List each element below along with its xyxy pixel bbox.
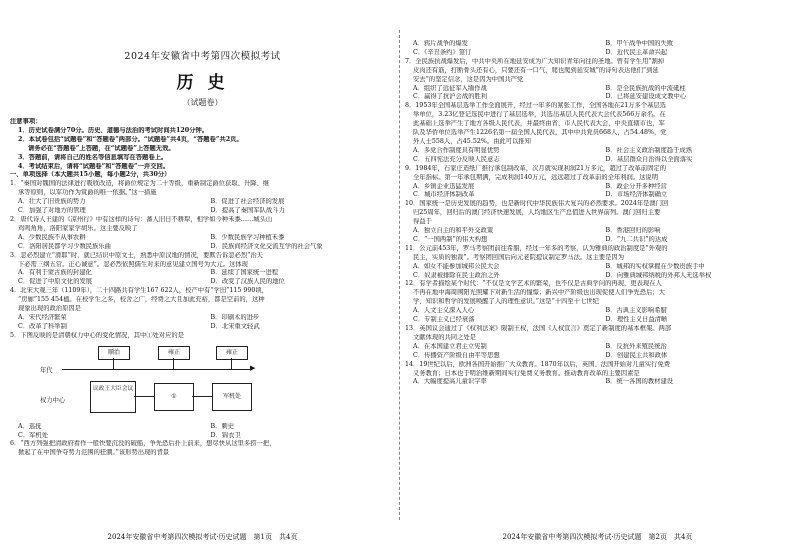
option-row [10, 423, 395, 432]
answer-option: B．反抗外来殖民统治 [605, 342, 667, 350]
answer-option: D．向雅典城邦纳税的外邦人无选举权 [605, 271, 712, 279]
answer-option: C．奴隶被排除在民主政治之外 [413, 271, 500, 279]
question-text: 4．北宋大观三年（1109年），二十四路共有学生167 622人，校产中有“学田”115 990顷， [10, 287, 269, 295]
year-box: 雍正 [158, 346, 190, 360]
option-row [405, 316, 790, 325]
question-text: 举单位，3.23亿登记选民中进行了基层选举，共选出基层人民代表大会代表566万余名。在 [413, 111, 666, 119]
answer-option: A．巡抚 [18, 422, 42, 430]
answer-option: D．创建民主共和政体 [605, 351, 668, 359]
answer-option: C．促进了中原文化的发展 [18, 278, 93, 286]
answer-option: A．少数民族不从事农耕 [18, 233, 86, 241]
power-box: 军机处 [212, 383, 252, 411]
paper-type: （试题卷） [182, 98, 223, 107]
question-text: 归25周年，回归后的澳门经济快速发展，人均地区生产总值进入世界前列。澳门回归主要 [413, 209, 661, 217]
option-row [10, 278, 395, 287]
page-divider [399, 30, 401, 520]
answer-option: B．是全民族抗战的中流砥柱 [605, 84, 686, 92]
question-text: 9．1984年，石家庄造纸厂推行承包制改革，次月就实现利润21万多元，超过了改革前固定的 [405, 164, 667, 172]
option-row [405, 227, 790, 236]
answer-option: B．政企分开多种经营 [605, 182, 667, 190]
top-margin [405, 0, 790, 40]
answer-option: C．五四宪法充分反映人民意志 [413, 155, 500, 163]
answer-option: A．有利于蒙古族的封建化 [18, 269, 92, 277]
question-text: 不再在地中海周围阳光照耀下对新生活的憧憬；新兴中产阶级也出现促使人们争先恐后；大 [413, 289, 665, 297]
answer-option: A．人文主义深入人心 [413, 307, 475, 315]
question-text: 现象出现的政治原因是 [18, 305, 81, 313]
question-text: 队及华侨单位选举产生1226名第一届全国人民代表，其中中共党员668人，占54.48%，党 [413, 129, 667, 137]
question-text: 5．下图反映的是清朝权力中心的变化情况，其中①处对应的是 [10, 331, 185, 339]
option-row [405, 93, 790, 102]
answer-option: C．加强了对地方的管理 [18, 207, 86, 215]
power-box: 议政王大臣会议 [90, 381, 136, 413]
timeline-arrow [62, 369, 252, 370]
note-line: 3．答题前，请将自己的姓名等信息填写在答题卷上。 [18, 153, 168, 161]
option-row [405, 147, 790, 156]
question-text: 10．国家统一是历史发展的趋势，也是新时代中华民族伟大复兴的必然要求。2024年是澳门回 [405, 200, 669, 208]
answer-option: D．民族间经济文化交流互学的社会气象 [210, 242, 323, 250]
question-text: 得益于 [413, 218, 432, 226]
connector [113, 358, 114, 369]
answer-option: A．大幅度提高儿童识字率 [413, 378, 487, 386]
answer-option: A．多党合作制度具有明显优势 [413, 146, 500, 154]
connector [134, 396, 154, 397]
answer-option: B．印刷术的进步 [210, 313, 260, 321]
diagram-power-label: 权力中心 [40, 396, 66, 404]
answer-option: C．《辛丑条约》签订 [413, 48, 472, 56]
answer-option: D．北宋重文轻武 [210, 322, 260, 330]
question-text: 皮肉还有筋，打断骨头还有心，只要还有一口气，爬也爬到延安城”的诗句表达他们“到延 [413, 66, 659, 74]
answer-option: D．基层群众自治得以全面落实 [605, 155, 693, 163]
answer-option: D．提高了秦国军队战斗力 [210, 207, 285, 215]
question-text: 6．“西方列强把清政府看作一般快要沉没的破船，争先恐后扑上前来，想尽快从这里多捞一把， [10, 440, 276, 448]
answer-option: C．改革了科举制 [18, 322, 67, 330]
question-text: 8．1953年全国基层选举工作全面展开，经过一年多的紧张工作，全国各地在21万多个基层选 [405, 102, 667, 110]
option-row [10, 269, 395, 278]
answer-option: A．独立自主的和平外交政策 [413, 227, 494, 235]
option-row [405, 156, 790, 165]
question-text: 下必需三纲五常。正心诚意”。忽必烈依照儒生对来的意见建立国号为大元。这体现 [18, 260, 248, 268]
year-box: 顺治 [98, 346, 130, 360]
answer-option: B．少数民族学习种植禾黍 [210, 233, 285, 241]
option-row [405, 85, 790, 94]
answer-option: B．城邦的实权掌握在少数贵族手中 [605, 262, 705, 270]
answer-option: C．“一国两制”的伟大构想 [413, 235, 488, 243]
note-line: 4．考试结束后，请将“试题卷”和“答题卷”一并交回。 [18, 162, 170, 170]
exam-title: 2024年安徽省中考第四次模拟考试 [124, 51, 281, 62]
arrow-head-icon: ▶ [250, 363, 256, 372]
option-row [10, 243, 395, 252]
option-row [405, 352, 790, 361]
answer-option: D．近代民主革命兴起 [605, 48, 668, 56]
question-text: 承等原则，以军功作为赏爵的唯一依据。”这一措施 [18, 189, 157, 197]
year-box: 雍正 [216, 346, 248, 360]
option-row [10, 323, 395, 332]
option-row [10, 198, 395, 207]
page-1 [10, 0, 395, 558]
answer-option: D．锦衣卫 [210, 431, 241, 439]
option-row [405, 263, 790, 272]
answer-option: A．鸦片战争的爆发 [413, 40, 468, 47]
question-text: 12．有学者描绘某个时代：“不仅是文学艺术的繁荣，也不仅是古典学问的再现，更表现在人 [405, 280, 662, 288]
option-row [405, 343, 790, 352]
answer-option: C．城市经济体制改革 [413, 191, 475, 199]
qing-power-diagram [40, 343, 270, 421]
option-row [405, 183, 790, 192]
question-text: 13．英国议会通过了《权利法案》限制王权，法国《人权宣言》奠定了新制度的基本框架。两部 [405, 325, 672, 332]
answer-option: B．甲午战争中国的失败 [605, 40, 674, 47]
left-questions [10, 180, 395, 340]
answer-option: A．如女不能参加城邦公民大会 [413, 262, 500, 270]
option-row [405, 272, 790, 281]
subject-title: 历史 [176, 73, 239, 93]
option-row [405, 191, 790, 200]
option-row [405, 307, 790, 316]
question-text: 外人士558人，占45.52%。由此可以推知 [413, 137, 531, 145]
question-text: 民主，实质的独裁”。考察团回国后向元老院提议制定罗马法。这主要是因为 [413, 253, 625, 261]
question-text: 鸡鸣角角，洛阳家家学胡乐。这主要反映了 [18, 224, 138, 232]
option-row [405, 49, 790, 58]
option-row [405, 40, 790, 49]
answer-option: C．传播资产阶级自由平等思想 [413, 351, 500, 359]
question-text: 7．全民族抗战爆发后，中共中央所在地延安成为广大知识青年向往的圣地。曾有学生用“割掉 [405, 57, 665, 65]
answer-option: A．壮大了旧贵族的势力 [18, 198, 86, 206]
answer-option: B．香港回归的影响 [605, 227, 661, 235]
answer-option: A．乡镇企业迅猛发展 [413, 182, 475, 190]
answer-option: D．市场经济体制确立 [605, 191, 668, 199]
answer-option: A．组织了远征军入缅作战 [413, 84, 487, 92]
question-text: 1．“秦国对魏国的法律进行吸收改造，将爵位规定为二十等级，重新制定爵位获取、升降、继 [10, 180, 270, 188]
power-box: ① [154, 383, 194, 411]
question-text: 3．忽必烈建立“滑耶”时，就已结识中原文士，熟悉中原汉地的情况，要默告诉忽必烈“治天 [10, 251, 263, 259]
question-text: 掀起了在中国争夺势力范围的狂潮。”该形势出现的背景 [18, 449, 170, 457]
option-row [405, 378, 790, 387]
question-text: 2．唐代诗人王建的《凉州行》中有这样的诗句：蕃人旧日不耕犁，相学如今种禾黍……城头山 [10, 215, 273, 223]
answer-option: D．改变了汉族人民的地位 [210, 278, 285, 286]
answer-option: C．赢得了抗沪会战的胜利 [413, 93, 488, 101]
answer-option: B．社会主义政治制度趋于成熟 [605, 146, 692, 154]
right-questions [405, 40, 790, 387]
answer-option: B．促进了社会经济的发展 [210, 198, 285, 206]
answer-option: C．洛阳居民都学习少数民族乐曲 [18, 242, 111, 250]
question-text: 学、知识和哲学的发展唤醒了人的理性意识。”这是“十四至十七世纪 [413, 298, 599, 306]
left-questions-continued [10, 423, 395, 459]
answer-option: D．已将延安建设成文教中心 [605, 93, 687, 101]
answer-option: B．统一各国的教材建设 [605, 378, 674, 386]
answer-option: A．宋代经济繁荣 [18, 313, 67, 321]
answer-option: D．理性主义日益清晰 [605, 316, 668, 324]
answer-option: C．军机处 [18, 431, 49, 439]
option-row [405, 236, 790, 245]
page-footer: 2024年安徽省中考第四次模拟考试·历史试题 第2页 共4页 [502, 533, 693, 541]
diagram-year-label: 年代 [40, 366, 53, 374]
option-row [10, 432, 395, 441]
question-text: “房廊”155 454楹。在校学生之多，校舍之广，经费之大且加此充裕，都是空前的，这种 [18, 296, 265, 304]
question-text: 义务教育；日本也于明治维新期间实行免费义务教育。推动教育改革的主要因素是 [413, 369, 640, 377]
connector [173, 358, 174, 369]
option-row [10, 234, 395, 243]
question-text: 14．19世纪以后，欧洲各国开始推广大众教育。1870年以后，英国、法国开始对儿童实行免费 [405, 360, 671, 368]
note-line: 请务必在“答题卷”上答题，在“试题卷”上答题无效。 [28, 144, 175, 152]
note-line: 1．历史试卷满分70分。历史、道德与法治的考试时间共120分钟。 [18, 126, 209, 134]
connector [231, 358, 232, 369]
question-text: 全年指标。第一年承包期满，完成利润140万元，远远超过了改革前的全年利润。这说明 [413, 173, 659, 181]
question-text: 11．公元前453年，罗马考察团前往希腊，经过一年多的考察，认为雅典的政治制度是“外观的 [405, 244, 668, 252]
answer-option: B．延续了国家统一进程 [210, 269, 279, 277]
answer-option: B．古典主义影响希腊 [605, 307, 667, 315]
question-text: 文献体现的共同之处是 [413, 333, 476, 341]
answer-option: D．“九二共识”的达成 [605, 235, 668, 243]
question-text: 安去”的坚定信念，这是因为中国共产党 [413, 75, 524, 83]
option-row [10, 207, 395, 216]
question-text: 此基础上选举产生了地方各级人民代表，并最终由省、市人民代表大会，中央直辖市也，军 [413, 120, 665, 128]
page-footer: 2024年安徽省中考第四次模拟考试·历史试题 第1页 共4页 [107, 533, 298, 541]
answer-option: B．刺史 [210, 422, 235, 430]
option-row [10, 314, 395, 323]
section-heading: 一、单项选择（本大题共15小题，每小题2分，共30分） [10, 171, 171, 179]
connector [192, 396, 212, 397]
notes-heading: 注意事项： [10, 118, 42, 125]
note-line: 2．本试卷包括“试题卷”和“答题卷”两部分。“试题卷”共4页，“答题卷”共2页。 [18, 135, 243, 143]
answer-option: A．在本国建立君主立宪制 [413, 342, 487, 350]
answer-option: C．专制主义已经衰落 [413, 316, 475, 324]
page-2 [405, 0, 790, 558]
